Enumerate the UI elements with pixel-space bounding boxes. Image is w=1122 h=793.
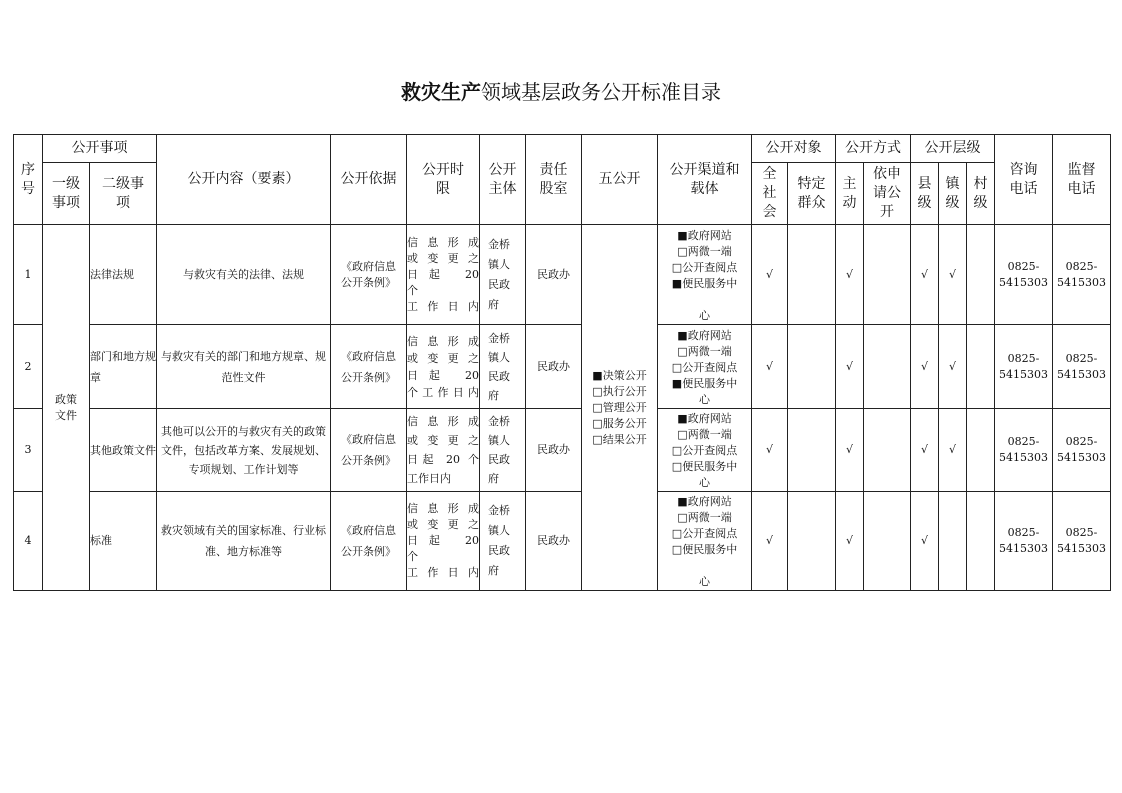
channel-cell [658,225,752,325]
header-content: 公开内容（要素） [157,135,331,225]
time-limit-line: 日起 20 [407,368,479,382]
subject-line: 民政 [488,369,510,383]
seq-cell: 4 [14,492,43,591]
channel-item: ■政府网站 [677,495,732,508]
consult-phone-cell: 0825-5415303 [995,409,1053,492]
channel-cell [658,409,752,492]
channel-item: □两微一端 [677,244,732,258]
object-specific-check [788,409,836,492]
table-row [14,492,1111,591]
content-cell: 与救灾有关的法律、法规 [157,225,331,325]
channel-item: ■便民服务中 [671,276,738,290]
object-all-check: √ [752,325,788,409]
page-title-bold: 救灾生产 [401,80,481,104]
header-consult-phone: 咨询电话 [995,135,1053,225]
basis-cell: 《政府信息公开条例》 [331,225,407,325]
consult-phone-cell: 0825-5415303 [995,225,1053,325]
mode-apply-check [864,492,911,591]
subject-line: 民政 [488,453,510,466]
subject-line: 金桥 [488,237,510,251]
mode-apply-check [864,409,911,492]
level-village-check [967,409,995,492]
header-office: 责任股室 [526,135,582,225]
consult-phone-cell: 0825-5415303 [995,325,1053,409]
subject-line: 镇人 [488,524,510,537]
supervise-phone-cell: 0825-5415303 [1053,325,1111,409]
subject-line: 民政 [488,277,510,291]
content-cell: 其他可以公开的与救灾有关的政策文件，包括改革方案、发展规划、专项规划、工作计划等 [157,409,331,492]
time-limit-line: 日起 20 [407,534,479,547]
time-limit-line: 信息形成 [407,334,479,348]
object-specific-check [788,492,836,591]
object-all-check: √ [752,225,788,325]
header-level: 公开层级 [911,135,995,163]
supervise-phone-cell: 0825-5415303 [1053,225,1111,325]
time-limit-line: 信息形成 [407,415,479,428]
subject-line: 镇人 [488,434,510,447]
seq-cell: 1 [14,225,43,325]
object-specific-check [788,325,836,409]
header-time-limit: 公开时限 [407,135,480,225]
time-limit-line: 工作日内 [407,566,479,579]
time-limit-line: 信息形成 [407,502,479,515]
time-limit-line: 或变更之 [407,351,479,365]
channel-cell [658,325,752,409]
time-limit-cell [407,492,480,591]
object-specific-check [788,225,836,325]
header-channel: 公开渠道和载体 [658,135,752,225]
page-title [0,78,1122,106]
header-object-all: 全社会 [752,163,788,225]
channel-item: 心 [699,575,710,588]
header-mode-apply: 依申请公开 [864,163,911,225]
mode-apply-check [864,325,911,409]
content-cell: 与救灾有关的部门和地方规章、规范性文件 [157,325,331,409]
subject-line: 民政 [488,544,510,557]
time-limit-cell [407,225,480,325]
header-level-town: 镇级 [939,163,967,225]
channel-item: ■政府网站 [677,328,732,342]
mode-active-check: √ [836,325,864,409]
header-level2: 二级事项 [90,163,157,225]
channel-item: 心 [699,476,710,489]
time-limit-line: 或变更之 [407,518,479,531]
subject-line: 金桥 [488,331,510,345]
level2-cell: 部门和地方规章 [90,325,157,409]
time-limit-line: 工作日内 [407,472,451,485]
level-county-check: √ [911,409,939,492]
mode-active-check: √ [836,409,864,492]
time-limit-line: 个 [407,550,418,563]
channel-item: 心 [699,308,710,322]
five-option: ■决策公开 [592,368,647,382]
office-cell: 民政办 [526,325,582,409]
subject-line: 府 [488,564,499,577]
disclosure-catalog-table [13,134,1111,591]
header-matter: 公开事项 [43,135,157,163]
subject-line: 镇人 [488,350,510,364]
time-limit-line: 日起 20 个 [407,453,479,466]
office-cell: 民政办 [526,492,582,591]
level2-cell: 标准 [90,492,157,591]
page-title-rest: 领域基层政务公开标准目录 [481,80,721,104]
subject-line: 金桥 [488,504,510,517]
object-all-check: √ [752,409,788,492]
seq-cell: 2 [14,325,43,409]
mode-apply-check [864,225,911,325]
five-option: □管理公开 [592,400,647,414]
channel-item: □两微一端 [677,428,732,441]
subject-cell [480,492,526,591]
object-all-check: √ [752,492,788,591]
basis-cell: 《政府信息公开条例》 [331,325,407,409]
level-village-check [967,492,995,591]
header-level-county: 县级 [911,163,939,225]
time-limit-line: 信息形成 [407,235,479,249]
five-option: □服务公开 [592,416,647,430]
header-supervise-phone: 监督电话 [1053,135,1111,225]
mode-active-check: √ [836,225,864,325]
subject-cell [480,409,526,492]
level2-cell: 其他政策文件 [90,409,157,492]
header-object-specific: 特定群众 [788,163,836,225]
office-cell: 民政办 [526,225,582,325]
channel-item [658,558,751,574]
header-subject: 公开主体 [480,135,526,225]
table-row [14,409,1111,492]
header-seq: 序号 [14,135,43,225]
channel-item: □两微一端 [677,511,732,524]
channel-item: □公开查阅点 [671,527,738,540]
consult-phone-cell: 0825-5415303 [995,492,1053,591]
level-town-check: √ [939,409,967,492]
channel-item: ■政府网站 [677,228,732,242]
level-county-check: √ [911,325,939,409]
channel-item: □公开查阅点 [671,444,738,457]
supervise-phone-cell: 0825-5415303 [1053,492,1111,591]
time-limit-line: 工作日内 [407,299,479,313]
header-basis: 公开依据 [331,135,407,225]
subject-line: 府 [488,297,499,311]
level-village-check [967,225,995,325]
header-level-village: 村级 [967,163,995,225]
group-label-cell: 政策文件 [43,225,90,591]
five-options-cell [582,225,658,591]
time-limit-line: 个工作日内 [407,385,479,399]
time-limit-line: 或变更之 [407,434,479,447]
channel-item: □便民服务中 [671,543,738,556]
channel-item [658,292,751,308]
header-mode-active: 主动 [836,163,864,225]
basis-cell: 《政府信息公开条例》 [331,492,407,591]
five-option: □结果公开 [592,432,647,446]
header-mode: 公开方式 [836,135,911,163]
level-town-check: √ [939,225,967,325]
header-level1: 一级事项 [43,163,90,225]
supervise-phone-cell: 0825-5415303 [1053,409,1111,492]
subject-line: 镇人 [488,257,510,271]
subject-line: 金桥 [488,415,510,428]
subject-cell [480,225,526,325]
level2-cell: 法律法规 [90,225,157,325]
level-county-check: √ [911,492,939,591]
time-limit-line: 个 [407,283,418,297]
table-row [14,225,1111,325]
channel-item: ■便民服务中 [671,376,738,390]
level-town-check [939,492,967,591]
time-limit-line: 日起 20 [407,267,479,281]
channel-item: □公开查阅点 [671,260,738,274]
channel-item: □两微一端 [677,344,732,358]
table-row [14,325,1111,409]
office-cell: 民政办 [526,409,582,492]
subject-cell [480,325,526,409]
time-limit-cell [407,325,480,409]
channel-item: □便民服务中 [671,460,738,473]
content-cell: 救灾领域有关的国家标准、行业标准、地方标准等 [157,492,331,591]
channel-item: □公开查阅点 [671,360,738,374]
channel-item: 心 [699,392,710,406]
seq-cell: 3 [14,409,43,492]
mode-active-check: √ [836,492,864,591]
header-five: 五公开 [582,135,658,225]
time-limit-cell [407,409,480,492]
level-village-check [967,325,995,409]
channel-cell [658,492,752,591]
time-limit-line: 或变更之 [407,251,479,265]
channel-item: ■政府网站 [677,412,732,425]
subject-line: 府 [488,388,499,402]
level-town-check: √ [939,325,967,409]
header-object: 公开对象 [752,135,836,163]
five-option: □执行公开 [592,384,647,398]
basis-cell: 《政府信息公开条例》 [331,409,407,492]
subject-line: 府 [488,472,499,485]
level-county-check: √ [911,225,939,325]
